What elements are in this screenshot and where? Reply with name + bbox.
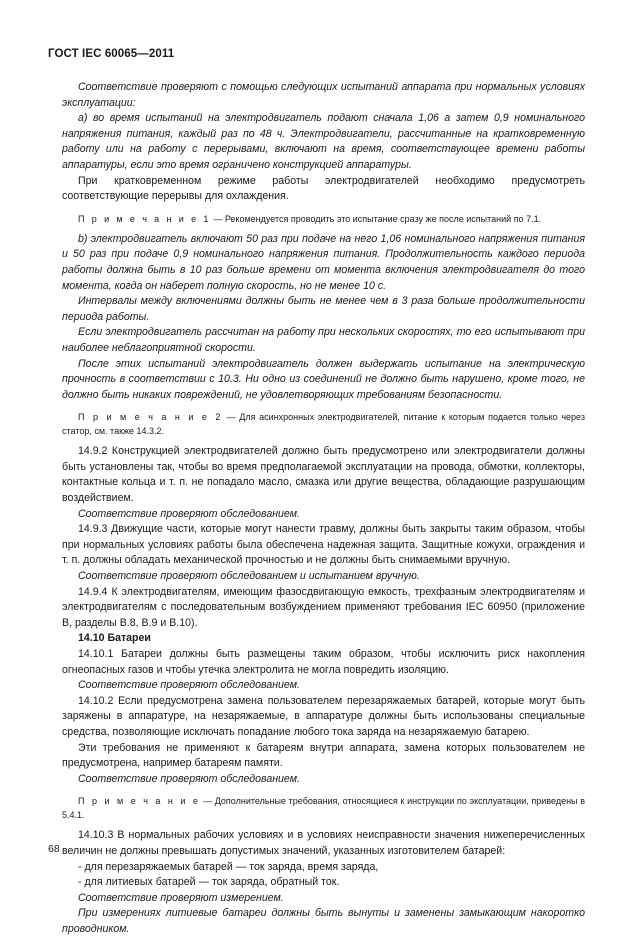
- paragraph: Эти требования не применяют к батареям внутри аппарата, замена которых пользователем не предусмотрена, например батареям памяти.: [62, 741, 585, 770]
- note-label: П р и м е ч а н и е 1: [78, 213, 211, 224]
- paragraph: Соответствие проверяют обследованием.: [78, 507, 300, 520]
- section-heading: 14.10 Батареи: [78, 632, 151, 645]
- paragraph: При измерениях литиевые батареи должны быть вынуты и заменены замыкающим накоротко проводником.: [62, 907, 585, 935]
- note-1: [62, 212, 585, 226]
- paragraph: Интервалы между включениями должны быть не менее чем в 3 раза больше продолжительности периода работы.: [62, 295, 585, 323]
- note-3: [62, 794, 585, 822]
- list-item: - для перезаряжаемых батарей — ток заряда, время заряда,: [78, 860, 379, 873]
- document-body: [62, 80, 585, 938]
- paragraph: 14.9.3 Движущие части, которые могут нанести травму, должны быть закрыты таким образом, чтобы при нормальных условиях работы была обеспечена надежная защита. Защитные кожухи, ограждения и т. п. должны обладать механической прочностью и не должны быть снимаемыми вручную.: [62, 523, 585, 567]
- note-2: [62, 410, 585, 438]
- note-text: — Для асинхронных электродвигателей, питание к которым подается только через статор, см. также 14.3.2.: [62, 412, 585, 437]
- paragraph: 14.9.2 Конструкцией электродвигателей должно быть предусмотрено или электродвигатели должны быть установлены так, чтобы во время предполагаемой эксплуатации на провода, обмотки, коллекторы, контактные кольца и т. п. не попадало масло, смазка или другие вещества, обладающие разрушающим воздействием.: [62, 445, 585, 505]
- paragraph: Соответствие проверяют обследованием и испытанием вручную.: [78, 570, 420, 583]
- paragraph: 14.10.1 Батареи должны быть размещены таким образом, чтобы исключить риск накопления огнеопасных газов и чтобы утечка электролита не могла повредить изоляцию.: [62, 648, 585, 676]
- paragraph: Соответствие проверяют обследованием.: [78, 772, 300, 785]
- note-label: П р и м е ч а н и е 2: [78, 412, 223, 423]
- note-label: П р и м е ч а н и е: [78, 796, 201, 807]
- paragraph: Если электродвигатель рассчитан на работу при нескольких скоростях, то его испытывают при наиболее неблагоприятной скорости.: [62, 326, 585, 354]
- paragraph: b) электродвигатель включают 50 раз при подаче на него 1,06 номинального напряжения питания и 50 раз при подаче 0,9 номинального напряжения питания. Продолжительность каждого периода работы должна быть в 10 раз больше времени от момента включения электродвигателя до того момента, когда он наберет полную скорость, но не менее 10 с.: [62, 232, 585, 292]
- list-item: - для литиевых батарей — ток заряда, обратный ток.: [78, 876, 340, 889]
- paragraph: 14.10.3 В нормальных рабочих условиях и в условиях неисправности значения нижеперечисленных величин не должны превышать допустимых значений, указанных изготовителем батарей:: [62, 829, 585, 857]
- paragraph: При кратковременном режиме работы электродвигателей необходимо предусмотреть соответствующие перерывы для охлаждения.: [62, 174, 585, 203]
- paragraph: 14.9.4 К электродвигателям, имеющим фазосдвигающую емкость, трехфазным электродвигателям и электродвигателям с последовательным возбуждением применяют требования IEC 60950 (приложение В, разделы В.8, В.9 и В.10).: [62, 585, 585, 629]
- paragraph: а) во время испытаний на электродвигатель подают сначала 1,06 а затем 0,9 номинального напряжения питания, каждый раз по 48 ч. Электродвигатели, рассчитанные на кратковременную работу или на работу с перерывами, включают на время, соответствующее времени работы аппаратуры, если это время ограничено конструкцией аппаратуры.: [62, 112, 585, 171]
- paragraph: Соответствие проверяют обследованием.: [78, 679, 300, 692]
- note-text: — Рекомендуется проводить это испытание сразу же после испытаний по 7.1.: [210, 213, 542, 224]
- paragraph: После этих испытаний электродвигатель должен выдержать испытание на электрическую прочность в соответствии с 10.3. Ни одно из соединений не должно быть нарушено, кроме того, не должно быть никаких повреждений, не удовлетворяющих требованиям безопасности.: [62, 357, 585, 401]
- note-text: — Дополнительные требования, относящиеся к инструкции по эксплуатации, приведены в 5.4.1.: [62, 796, 585, 821]
- paragraph: 14.10.2 Если предусмотрена замена пользователем перезаряжаемых батарей, которые могут быть заряжены в аппаратуре, на незаряжаемые, в аппаратуре должны быть использованы специальные средства, позволяющие исключать попадание любого тока заряда на незаряжаемую батарею.: [62, 694, 585, 738]
- page-number: 68: [48, 843, 60, 855]
- standard-code-header: ГОСТ IEC 60065—2011: [48, 48, 175, 60]
- paragraph: Соответствие проверяют измерением.: [78, 891, 284, 904]
- paragraph: Соответствие проверяют с помощью следующих испытаний аппарата при нормальных условиях эксплуатации:: [62, 81, 585, 109]
